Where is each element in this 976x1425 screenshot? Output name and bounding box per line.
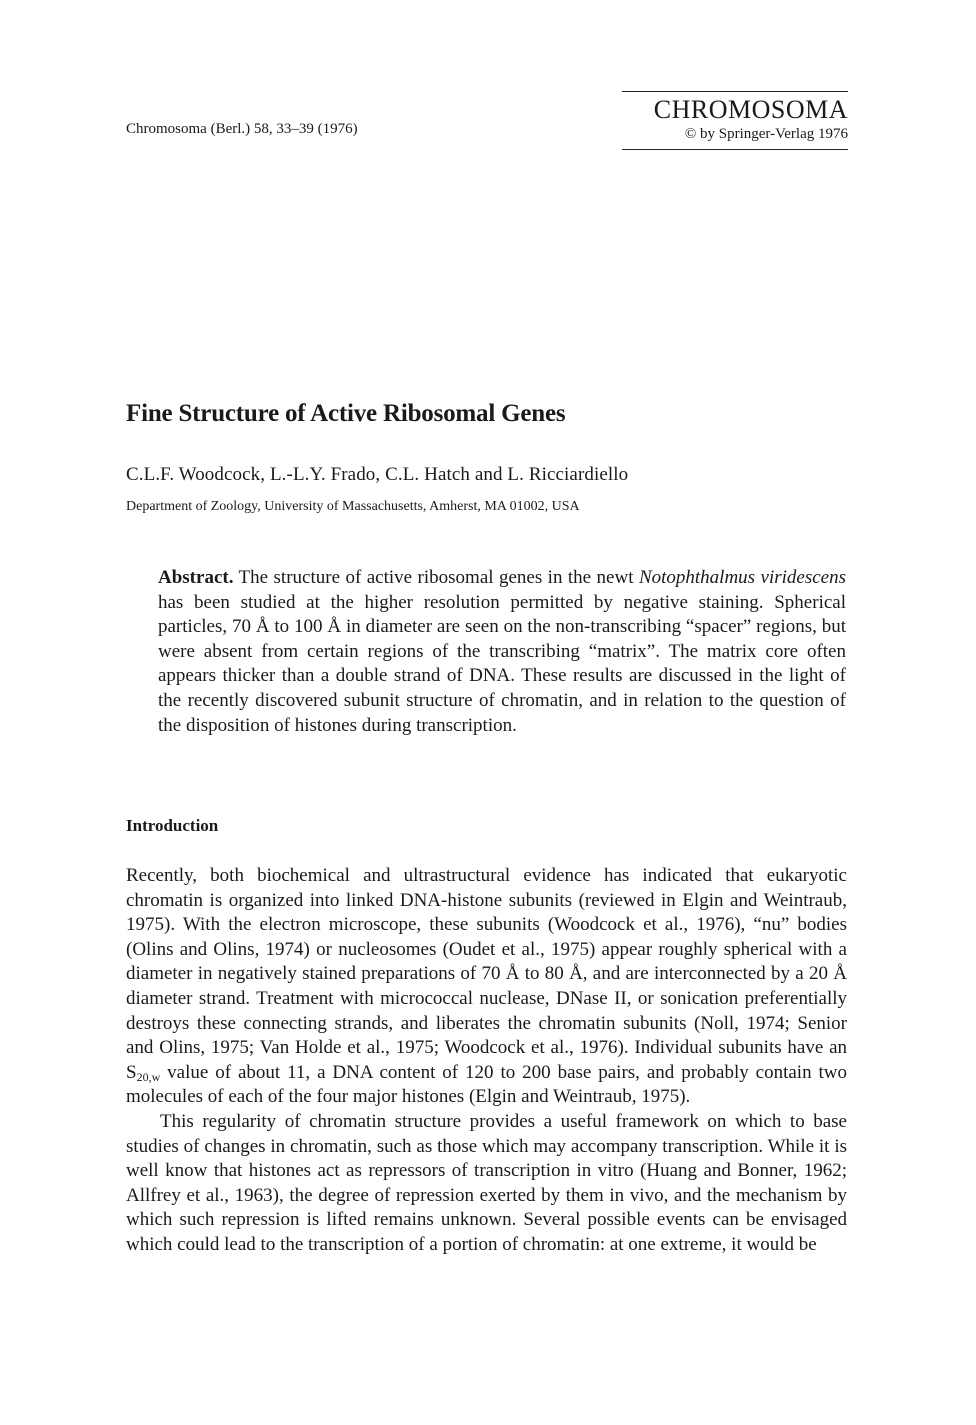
introduction-paragraph-1 [126, 864, 847, 1110]
abstract [158, 566, 846, 738]
abstract-text: The structure of active ribosomal genes in the newt [233, 567, 639, 588]
introduction-body [126, 864, 847, 1258]
abstract-label: Abstract. [158, 567, 234, 588]
paragraph-text: Recently, both biochemical and ultrastructural evidence has indicated that eukaryotic chromatin is organized into linked DNA-histone subunits (reviewed in Elgin and Weintraub, 1975). With the electron microscope, these subunits (Woodcock et al., 1976), “nu” bodies (Olins and Olins, 1974) or nucleosomes (Oudet et al., 1975) appear roughly spherical with a diameter in negatively stained preparations of 70 Å to 80 Å, and are interconnected by a 20 Å diameter strand. Treatment with micrococcal nuclease, DNase II, or sonication preferentially destroys these connecting strands, and liberates the chromatin subunits (Noll, 1974; Senior and Olins, 1975; Van Holde et al., 1975; Woodcock et al., 1976). Individual subunits have an S [126, 865, 847, 1083]
species-name: Notophthalmus viridescens [638, 567, 846, 588]
journal-masthead [622, 91, 848, 150]
section-heading-introduction: Introduction [126, 816, 219, 835]
paragraph-text-continued: value of about 11, a DNA content of 120 to 200 base pairs, and probably contain two molecules of each of the four major histones (Elgin and Weintraub, 1975). [126, 1061, 847, 1108]
author-affiliation: Department of Zoology, University of Massachusetts, Amherst, MA 01002, USA [126, 499, 580, 514]
journal-name: CHROMOSOMA [653, 95, 848, 124]
abstract-text-continued: has been studied at the higher resolution permitted by negative staining. Spherical particles, 70 Å to 100 Å in diameter are seen on the non-transcribing “spacer” regions, but were absent from certain regions of the transcribing “matrix”. The matrix core often appears thicker than a double strand of DNA. These results are discussed in the light of the recently discovered subunit structure of chromatin, and in relation to the question of the disposition of histones during transcription. [158, 591, 846, 736]
sedimentation-subscript: 20,w [136, 1069, 161, 1084]
author-list: C.L.F. Woodcock, L.-L.Y. Frado, C.L. Hatch and L. Ricciardiello [126, 464, 629, 485]
article-title: Fine Structure of Active Ribosomal Genes [126, 400, 566, 427]
introduction-paragraph-2: This regularity of chromatin structure provides a useful framework on which to base studies of changes in chromatin, such as those which may accompany transcription. While it is well know that histones act as repressors of transcription in vitro (Huang and Bonner, 1962; Allfrey et al., 1963), the degree of repression exerted by them in vivo, and the mechanism by which such repression is lifted remains unknown. Several possible events can be envisaged which could lead to the transcription of a portion of chromatin: at one extreme, it would be [126, 1110, 847, 1255]
publisher-copyright: © by Springer-Verlag 1976 [684, 126, 848, 142]
journal-citation: Chromosoma (Berl.) 58, 33–39 (1976) [126, 121, 358, 137]
